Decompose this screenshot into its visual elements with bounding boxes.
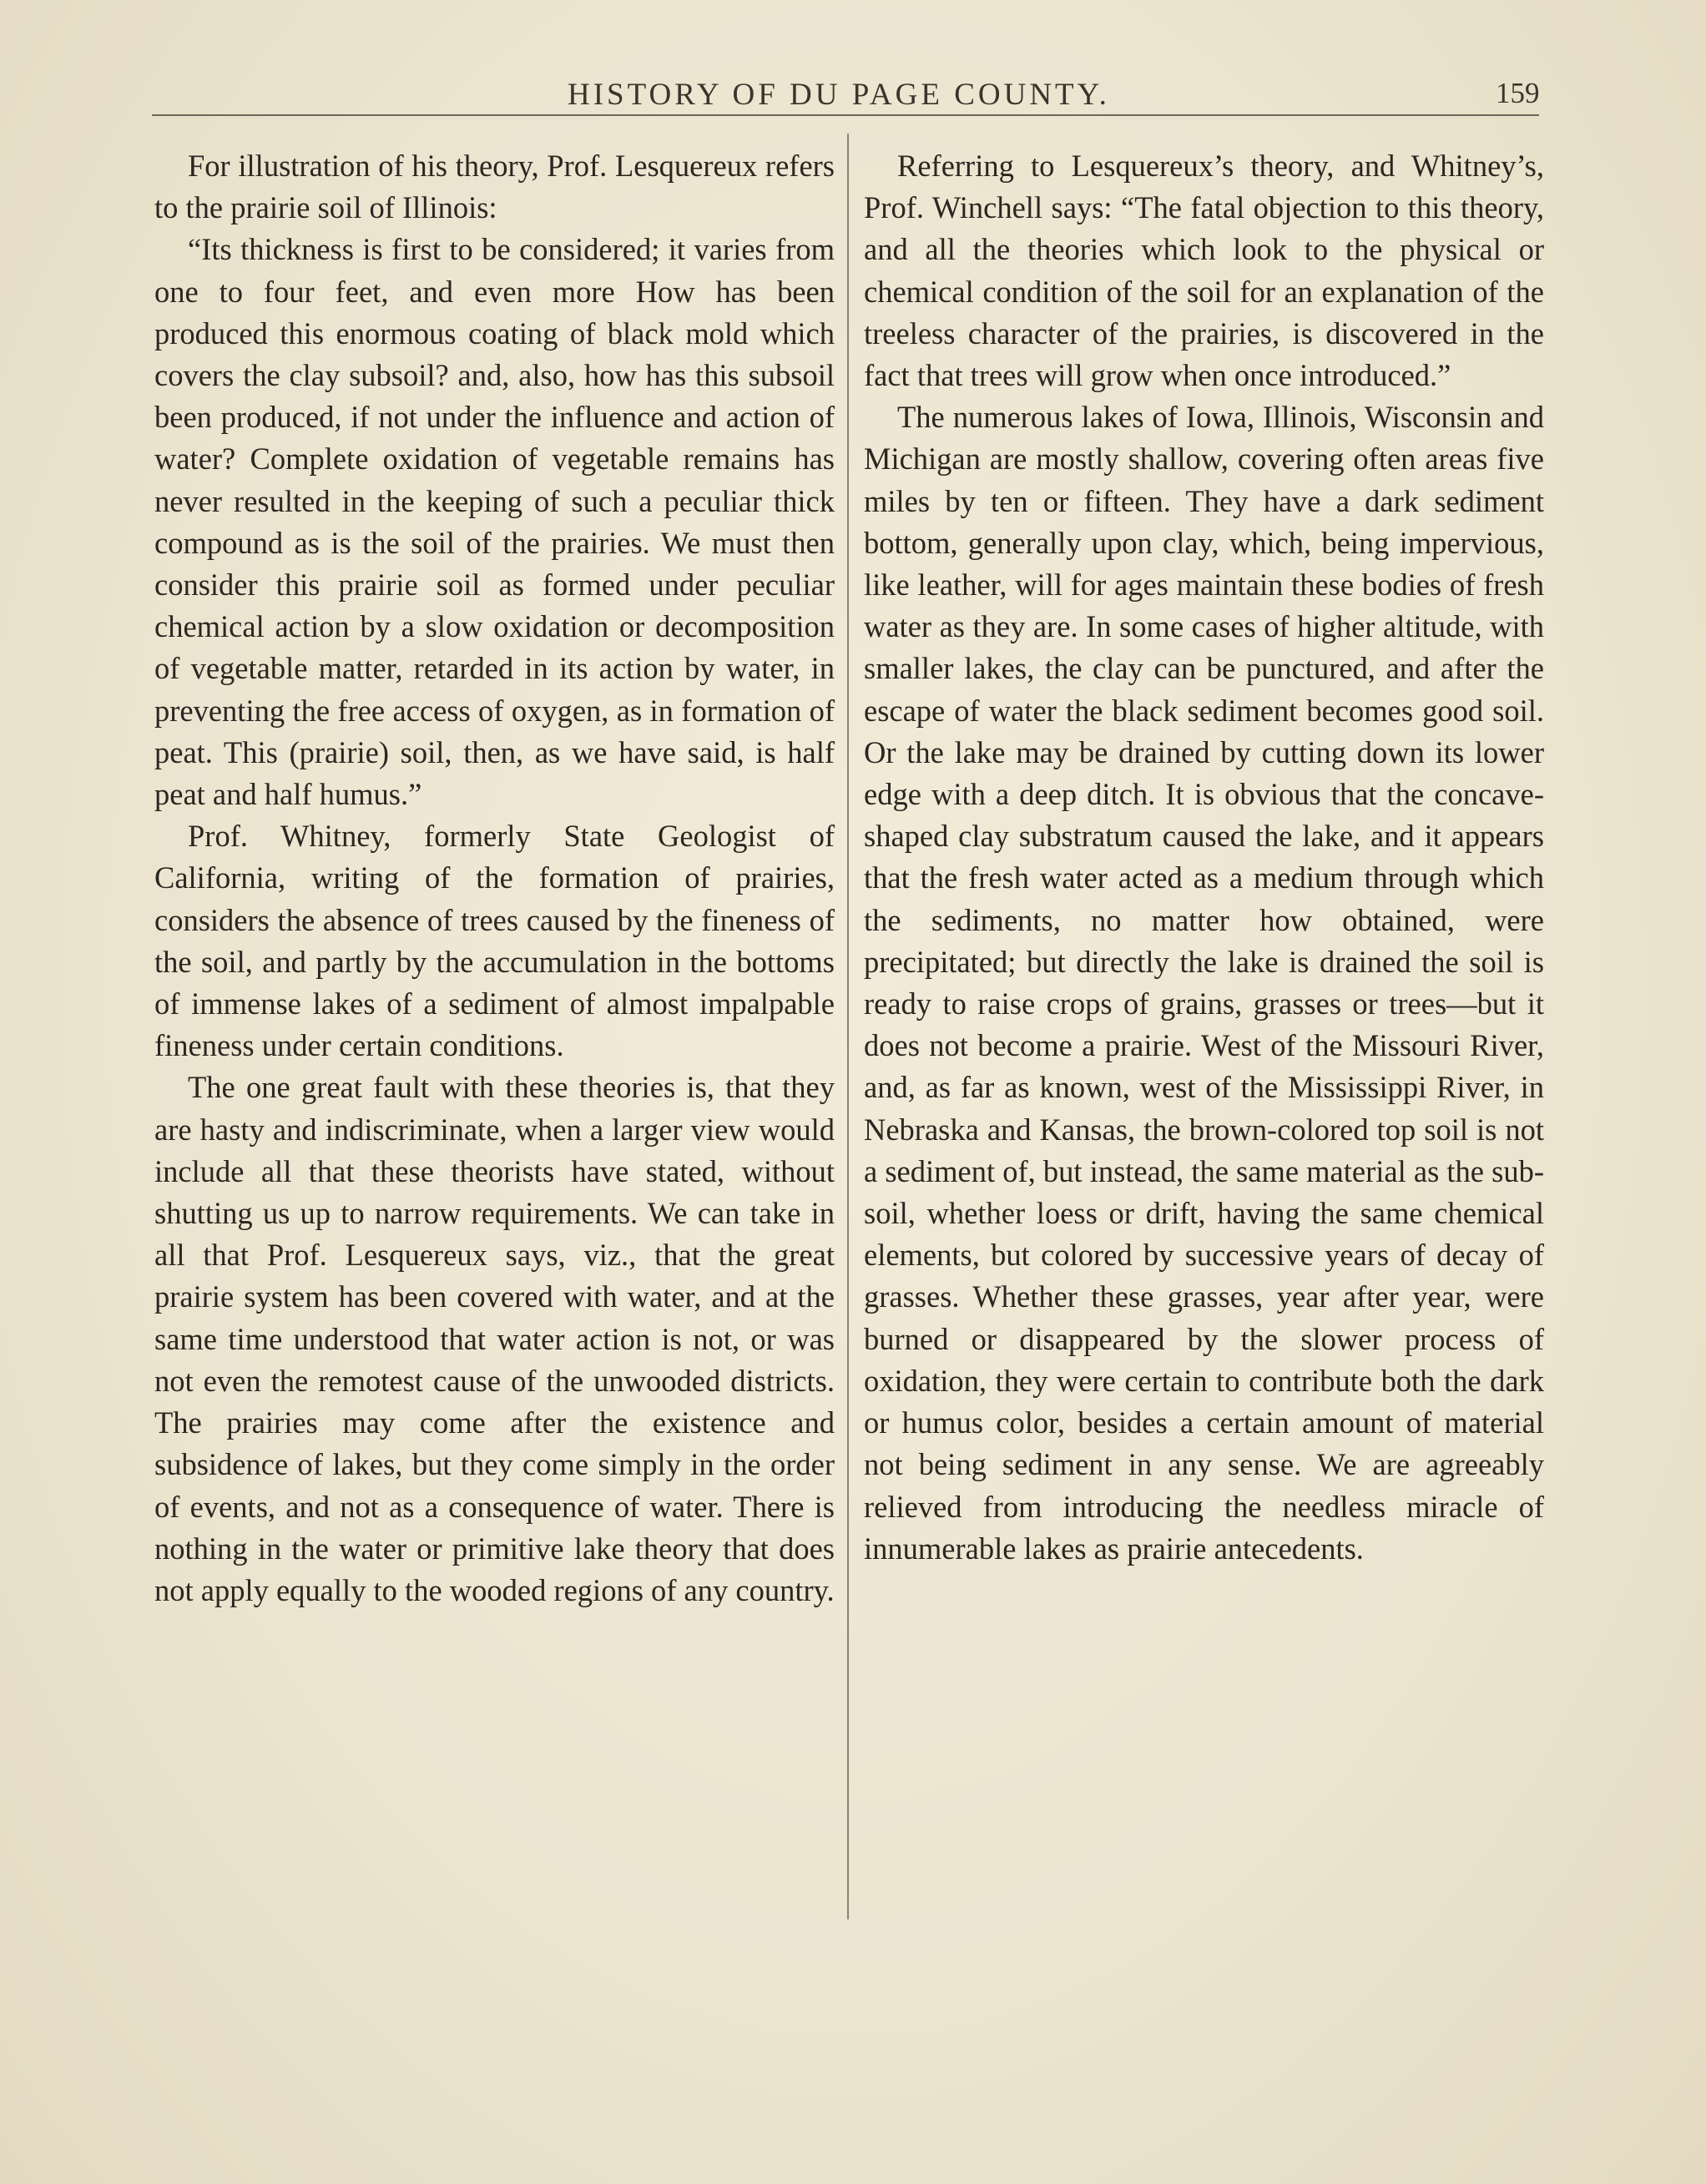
column-divider xyxy=(847,134,849,1919)
header-rule xyxy=(152,114,1539,116)
paragraph: Prof. Whitney, formerly State Geologist of California, writing of the formation of prairies, considers the absence of trees caused by the fineness of the soil, and partly by the accumulation in the bottoms of immense lakes of a sediment of almost impalpable fineness under certain conditions. xyxy=(154,819,835,1063)
right-column xyxy=(864,145,1544,1570)
left-column xyxy=(154,145,835,1612)
paragraph: The one great fault with these theories is, that they are hasty and indiscriminate, when a larger view would include all that these theorists have stated, without shutting us up to narrow requirements. We can take in all that Prof. Lesquereux says, viz., that the great prairie system has been covered with water, and at the same time understood that water action is not, or was not even the remotest cause of the unwooded districts. The prairies may come after the existence and subsidence of lakes, but they come simply in the order of events, and not as a consequence of water. There is nothing in the water or primitive lake theory that does not apply equally to the wooded regions of any country. xyxy=(154,1070,835,1607)
paragraph: Referring to Lesquereux’s theory, and Whitney’s, Prof. Winchell says: “The fatal objection to this theory, and all the theories which look to the physical or chemical condition of the soil for an explanation of the treeless character of the prairies, is discovered in the fact that trees will grow when once introduced.” xyxy=(864,149,1544,393)
paragraph: For illustration of his theory, Prof. Lesquereux refers to the prairie soil of Illinois: xyxy=(154,149,835,225)
paragraph: The numerous lakes of Iowa, Illinois, Wisconsin and Michigan are mostly shallow, covering often areas five miles by ten or fifteen. They have a dark sediment bottom, generally upon clay, which, being impervious, like leather, will for ages maintain these bodies of fresh water as they are. In some cases of higher altitude, with smaller lakes, the clay can be punctured, and after the escape of water the black sediment becomes good soil. Or the lake may be drained by cutting down its lower edge with a deep ditch. It is obvious that the concave-shaped clay substratum caused the lake, and it appears that the fresh water acted as a medium through which the sediments, no matter how obtained, were precipitated; but directly the lake is drained the soil is ready to raise crops of grains, grasses or trees—but it does not become a prairie. West of the Missouri River, and, as far as known, west of the Mississippi River, in Nebraska and Kansas, the brown-colored top soil is not a sediment of, but instead, the same material as the sub-soil, whether loess or drift, having the same chemical elements, but colored by successive years of decay of grasses. Whether these grasses, year after year, were burned or disappeared by the slower process of oxidation, they were certain to contribute both the dark or humus color, besides a certain amount of material not being sediment in any sense. We are agreeably relieved from introducing the needless miracle of innumerable lakes as prairie antecedents. xyxy=(864,400,1544,1566)
page-number: 159 xyxy=(1496,77,1540,109)
paragraph: “Its thickness is first to be considered; it varies from one to four feet, and even more How has been produced this enormous coating of black mold which covers the clay subsoil? and, also, how has this subsoil been produced, if not under the influence and action of water? Complete oxidation of vegetable remains has never resulted in the keeping of such a peculiar thick compound as is the soil of the prairies. We must then consider this prairie soil as formed under peculiar chemical action by a slow oxidation or decomposition of vegetable matter, retarded in its action by water, in preventing the free access of oxygen, as in formation of peat. This (prairie) soil, then, as we have said, is half peat and half humus.” xyxy=(154,232,835,812)
running-head xyxy=(0,68,1706,119)
running-title: HISTORY OF DU PAGE COUNTY. xyxy=(568,78,1110,112)
